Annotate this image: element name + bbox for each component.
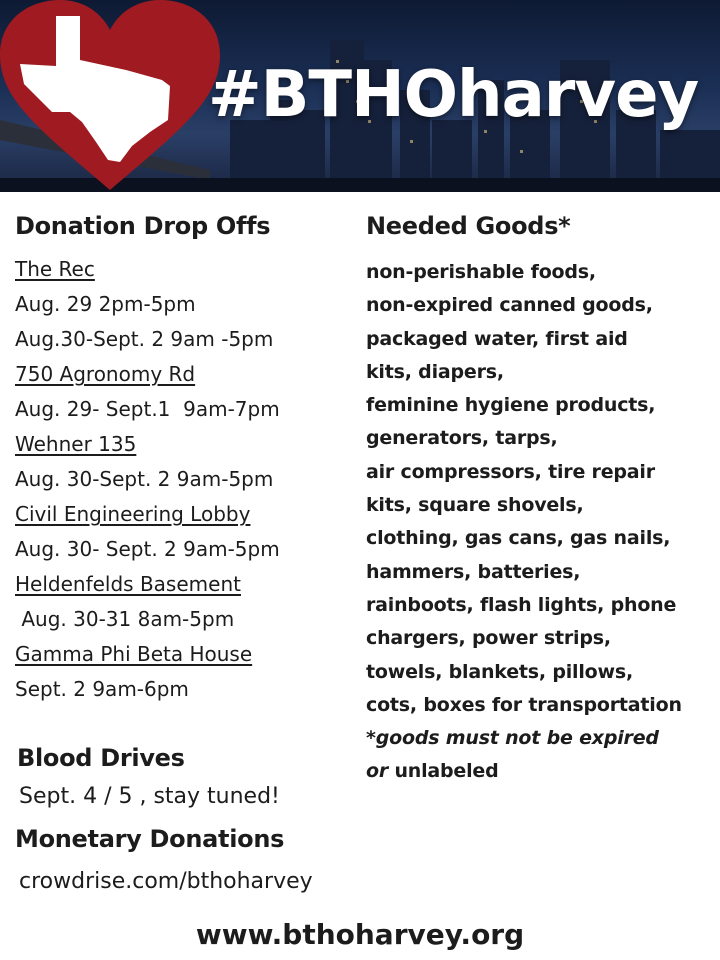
goods-line: generators, tarps, [366, 427, 558, 450]
goods-line: cots, boxes for transportation [366, 693, 682, 716]
header-banner [0, 0, 720, 192]
hashtag-title: #BTHOharvey [208, 58, 699, 132]
goods-heading: Needed Goods* [366, 212, 571, 240]
goods-note-line2 [366, 755, 716, 788]
location-time: Aug. 29 2pm-5pm [15, 292, 196, 316]
goods-line: chargers, power strips, [366, 627, 611, 650]
goods-line: kits, square shovels, [366, 494, 584, 517]
location-time: Aug. 29- Sept.1 9am-7pm [15, 397, 280, 421]
goods-line: hammers, batteries, [366, 560, 581, 583]
goods-list [366, 256, 716, 789]
goods-section [366, 210, 716, 789]
location-name: The Rec [15, 257, 95, 281]
blood-drives-heading: Blood Drives [17, 744, 185, 772]
location-time: Aug. 30- Sept. 2 9am-5pm [15, 537, 280, 561]
goods-line: air compressors, tire repair [366, 460, 655, 483]
monetary-heading: Monetary Donations [15, 825, 285, 853]
goods-note-or: or [366, 760, 389, 783]
location-name: Civil Engineering Lobby [15, 502, 251, 526]
blood-drives-text: Sept. 4 / 5 , stay tuned! [19, 784, 280, 809]
dropoffs-heading: Donation Drop Offs [15, 212, 271, 240]
goods-line: kits, diapers, [366, 360, 504, 383]
goods-line: towels, blankets, pillows, [366, 660, 633, 683]
location-name: Heldenfelds Basement [15, 572, 241, 596]
blood-drives-section [17, 742, 280, 814]
location-name: 750 Agronomy Rd [15, 362, 196, 386]
goods-line: non-perishable foods, [366, 261, 596, 283]
goods-line: clothing, gas cans, gas nails, [366, 527, 671, 550]
dropoffs-section [15, 210, 360, 707]
location-time: Aug. 30-31 8am-5pm [15, 607, 235, 631]
location-time: Sept. 2 9am-6pm [15, 677, 189, 701]
goods-line: packaged water, first aid [366, 327, 628, 350]
monetary-link[interactable]: crowdrise.com/bthoharvey [19, 869, 313, 894]
location-time: Aug. 30-Sept. 2 9am-5pm [15, 467, 274, 491]
goods-line: non-expired canned goods, [366, 294, 653, 317]
goods-line: feminine hygiene products, [366, 394, 656, 417]
goods-note-rest: unlabeled [388, 760, 499, 783]
location-name: Wehner 135 [15, 432, 137, 456]
website-link[interactable]: www.bthoharvey.org [195, 918, 525, 951]
goods-line: rainboots, flash lights, phone [366, 593, 677, 616]
location-time: Aug.30-Sept. 2 9am -5pm [15, 327, 274, 351]
goods-note: *goods must not be expired [366, 727, 659, 750]
monetary-section [15, 823, 313, 899]
location-name: Gamma Phi Beta House [15, 642, 253, 666]
